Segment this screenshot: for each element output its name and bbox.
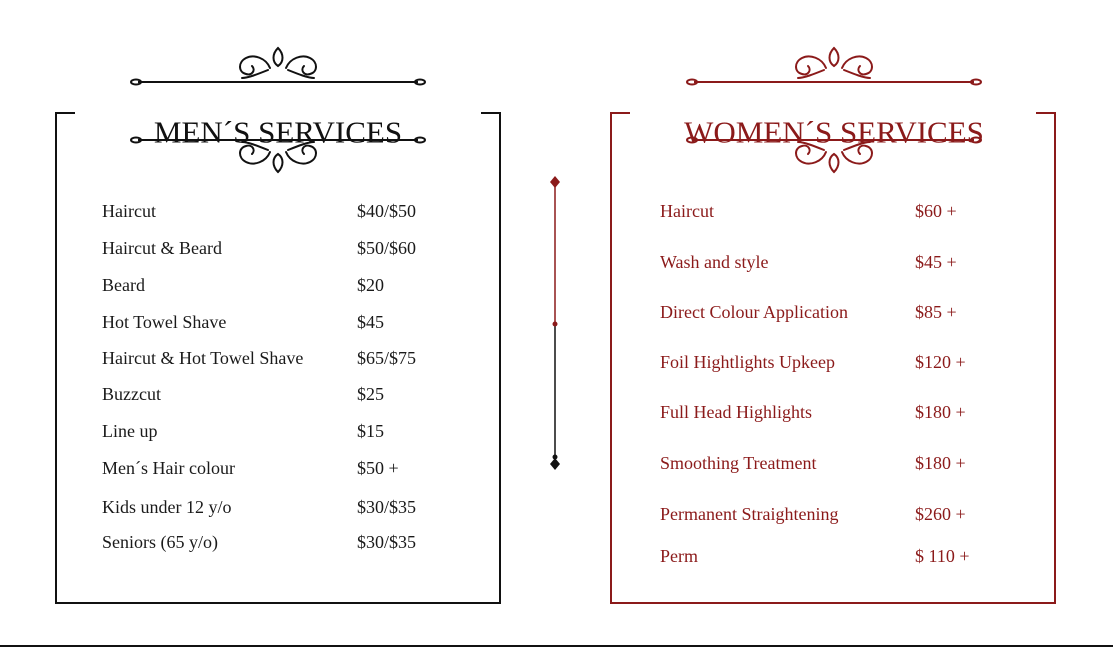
service-price: $60 + bbox=[915, 201, 957, 221]
service-price: $45 bbox=[357, 312, 384, 332]
service-price: $120 + bbox=[915, 352, 966, 372]
list-item bbox=[660, 499, 1020, 529]
list-item bbox=[102, 343, 462, 373]
service-name: Perm bbox=[660, 546, 698, 566]
men-panel-top-left-edge bbox=[55, 112, 75, 114]
list-item bbox=[102, 416, 462, 446]
service-name: Haircut & Hot Towel Shave bbox=[102, 348, 304, 368]
service-name: Wash and style bbox=[660, 252, 769, 272]
list-item bbox=[102, 196, 462, 226]
list-item bbox=[102, 307, 462, 337]
service-name: Men´s Hair colour bbox=[102, 458, 235, 478]
service-price: $15 bbox=[357, 421, 384, 441]
women-panel-top-left-edge bbox=[610, 112, 630, 114]
service-price: $30/$35 bbox=[357, 497, 417, 517]
service-name: Permanent Straightening bbox=[660, 504, 839, 524]
service-price: $ 110 + bbox=[915, 546, 970, 566]
list-item bbox=[102, 379, 462, 409]
service-price: $40/$50 bbox=[357, 201, 417, 221]
list-item bbox=[660, 541, 1020, 571]
list-item bbox=[660, 448, 1020, 478]
service-name: Hot Towel Shave bbox=[102, 312, 227, 332]
list-item bbox=[102, 270, 462, 300]
list-item bbox=[102, 233, 462, 263]
men-flourish-ornament bbox=[118, 40, 438, 182]
men-header bbox=[118, 40, 438, 182]
list-item bbox=[660, 347, 1020, 377]
service-name: Line up bbox=[102, 421, 158, 441]
service-price: $50 + bbox=[357, 458, 399, 478]
list-item bbox=[660, 297, 1020, 327]
service-name: Beard bbox=[102, 275, 145, 295]
list-item bbox=[660, 397, 1020, 427]
service-price: $30/$35 bbox=[357, 532, 417, 552]
list-item bbox=[102, 492, 462, 522]
service-price: $180 + bbox=[915, 402, 966, 422]
service-name: Haircut & Beard bbox=[102, 238, 222, 258]
service-name: Kids under 12 y/o bbox=[102, 497, 232, 517]
women-header bbox=[674, 40, 994, 182]
service-price: $85 + bbox=[915, 302, 957, 322]
service-name: Seniors (65 y/o) bbox=[102, 532, 218, 552]
service-name: Foil Hightlights Upkeep bbox=[660, 352, 835, 372]
bottom-rule bbox=[0, 645, 1113, 647]
service-name: Smoothing Treatment bbox=[660, 453, 817, 473]
center-divider-ornament bbox=[545, 174, 565, 474]
service-price: $20 bbox=[357, 275, 384, 295]
women-flourish-ornament bbox=[674, 40, 994, 182]
service-price: $65/$75 bbox=[357, 348, 417, 368]
service-name: Haircut bbox=[102, 201, 156, 221]
service-price: $25 bbox=[357, 384, 384, 404]
women-panel-top-right-edge bbox=[1036, 112, 1056, 114]
service-name: Buzzcut bbox=[102, 384, 161, 404]
service-price: $50/$60 bbox=[357, 238, 417, 258]
list-item bbox=[102, 527, 462, 557]
list-item bbox=[660, 196, 1020, 226]
service-name: Haircut bbox=[660, 201, 714, 221]
list-item bbox=[660, 247, 1020, 277]
women-services-title: WOMEN´S SERVICES bbox=[684, 114, 984, 150]
service-price: $45 + bbox=[915, 252, 957, 272]
service-price: $180 + bbox=[915, 453, 966, 473]
service-name: Full Head Highlights bbox=[660, 402, 812, 422]
men-services-title: MEN´S SERVICES bbox=[153, 114, 403, 150]
men-panel-top-right-edge bbox=[481, 112, 501, 114]
service-name: Direct Colour Application bbox=[660, 302, 848, 322]
service-price: $260 + bbox=[915, 504, 966, 524]
list-item bbox=[102, 453, 462, 483]
